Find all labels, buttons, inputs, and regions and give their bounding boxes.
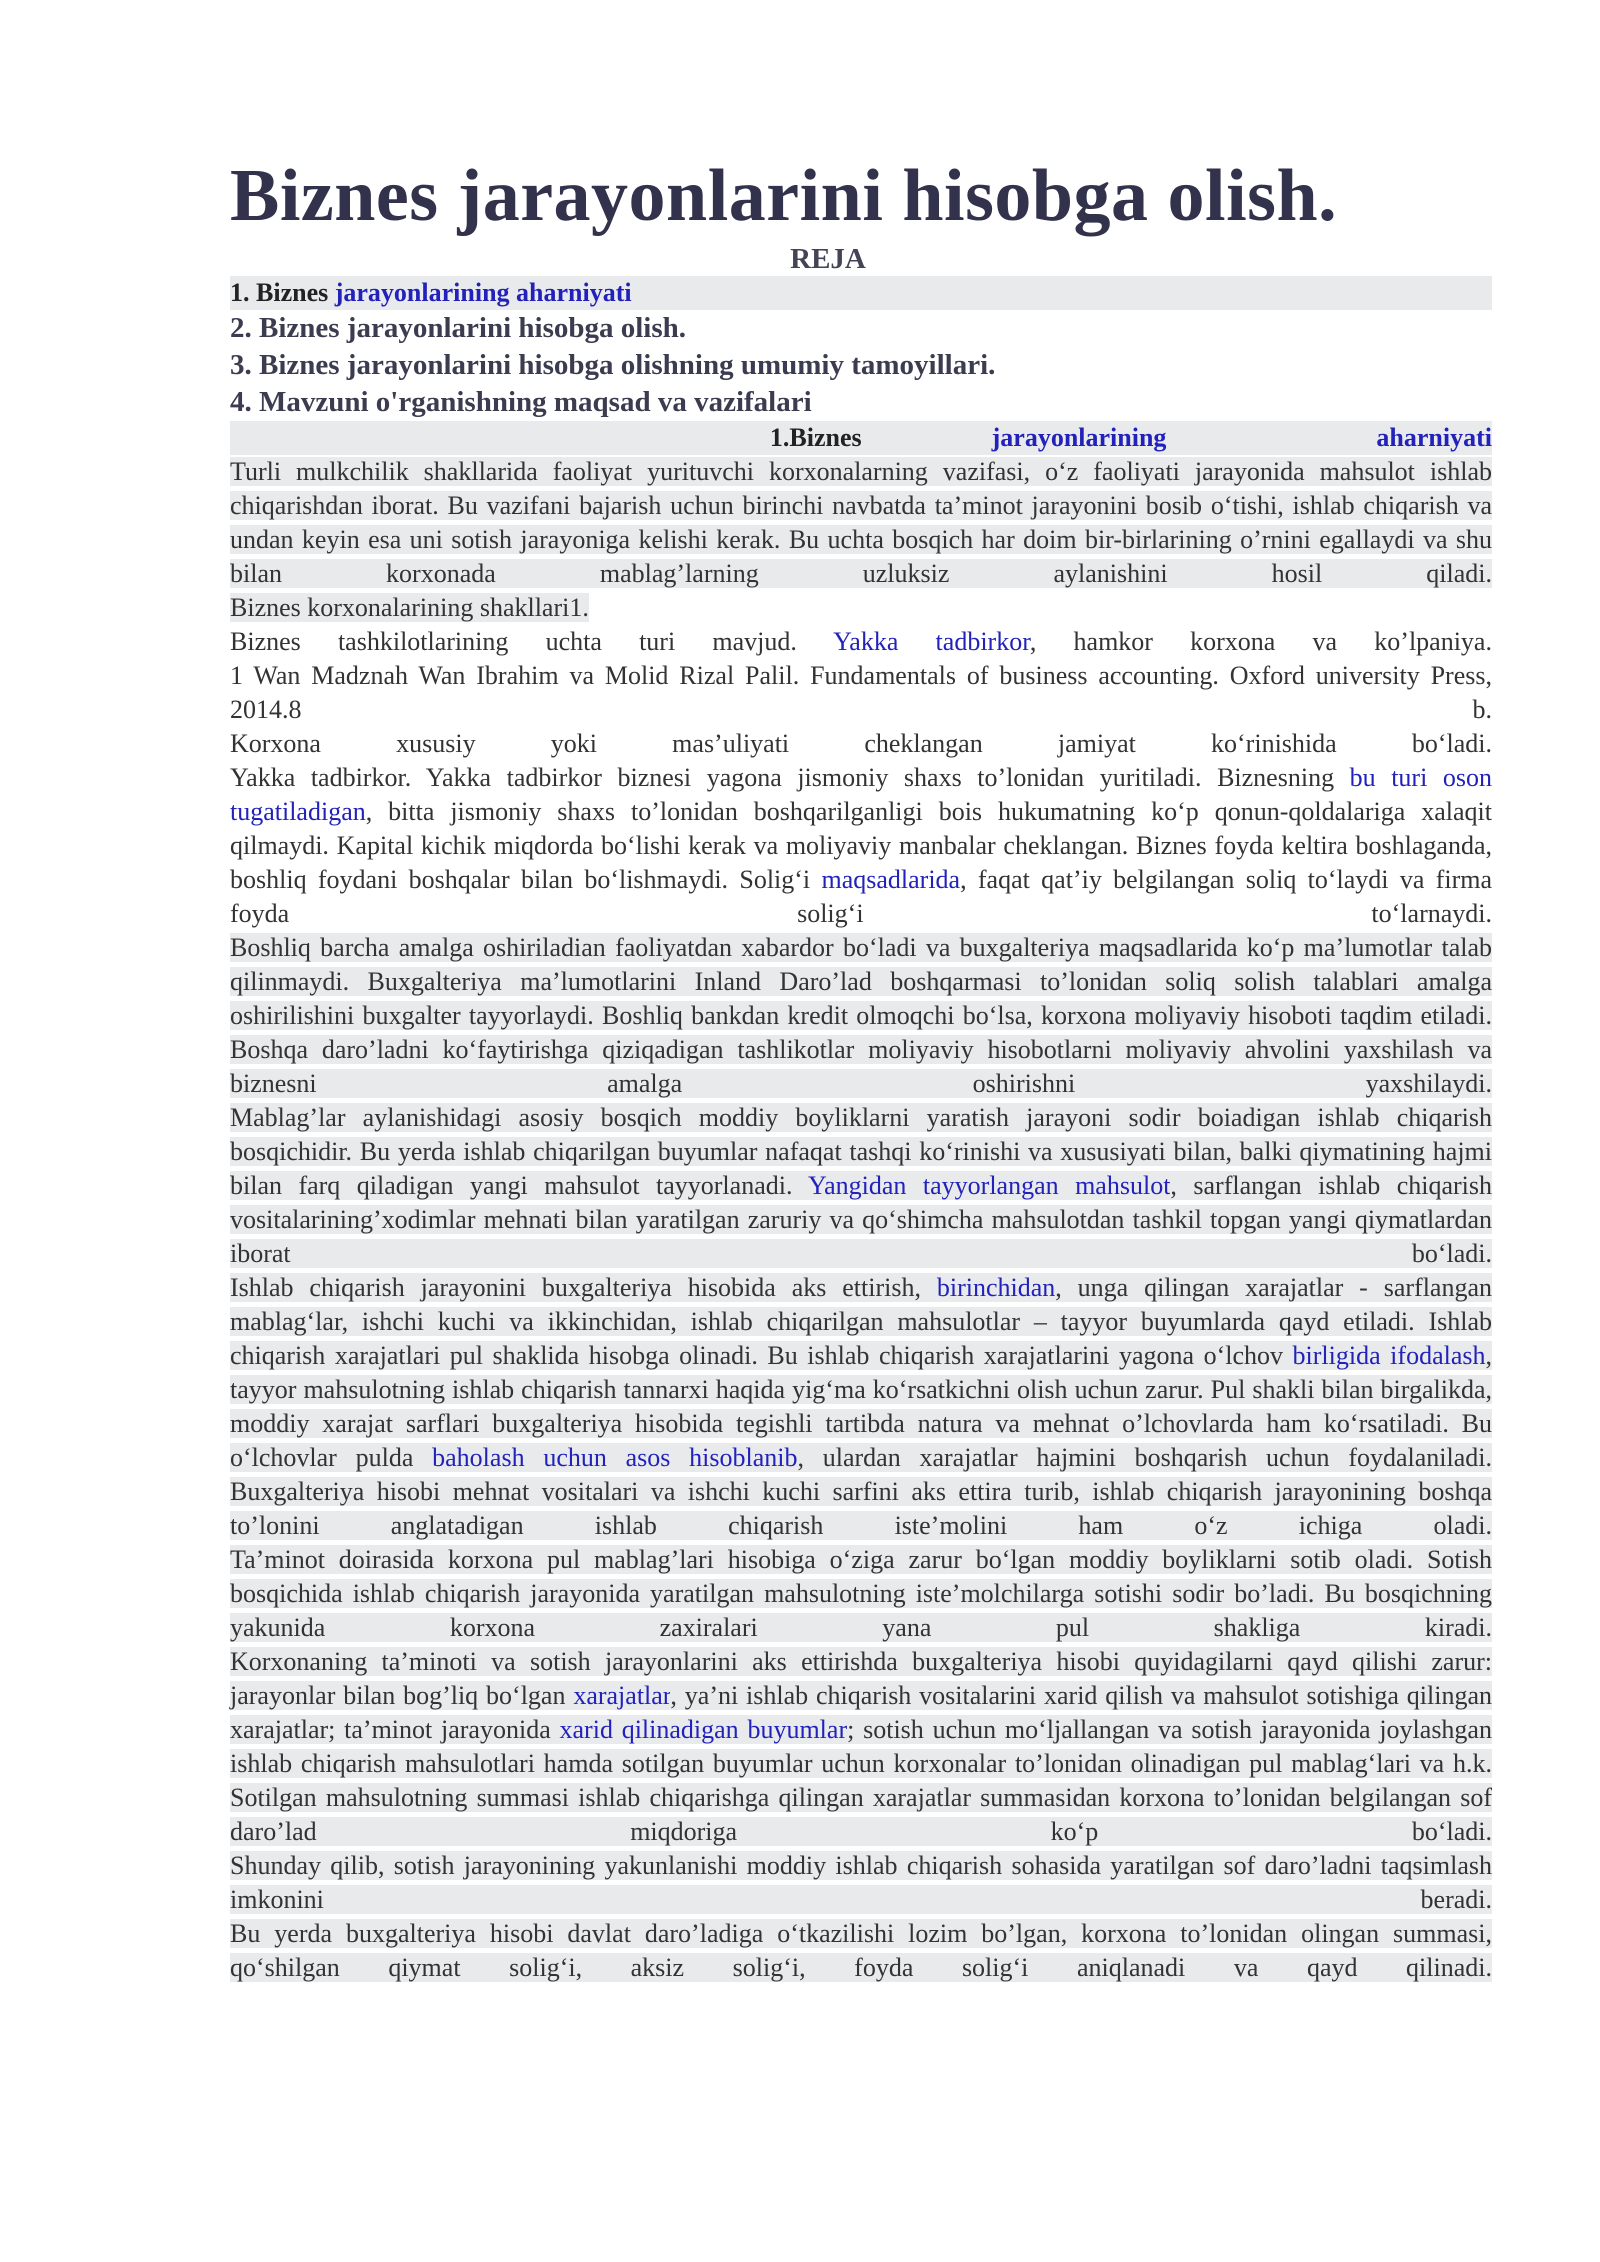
paragraph-6-text: Boshliq barcha amalga oshiriladian faoliyatdan xabardor bo‘ladi va buxgalteriya maqsadlarida ko‘p ma’lumotlar talab qilinmaydi. Buxgalteriya ma’lumotlarini Inland Daro’lad boshqarmasi to’lonidan soliq solish talablari amalga oshirilishini buxgalter tayyorlaydi. Boshliq bankdan kredit olmoqchi bo‘lsa, korxona moliyaviy hisoboti taqdim etiladi. Boshqa daro’ladni ko‘faytirishga qiziqadigan tashlikotlar moliyaviy hisobotlarni moliyaviy ahvolini yaxshilash va biznesni amalga oshirishni yaxshilaydi.: [230, 933, 1492, 1098]
paragraph-11: [230, 1781, 1492, 1849]
document-body: [230, 455, 1492, 1985]
paragraph-10-link-2[interactable]: xarid qilinadigan buyumlar: [559, 1715, 848, 1744]
paragraph-5-text-a: Yakka tadbirkor. Yakka tadbirkor biznesi yagona jismoniy shaxs to’lonidan yuritiladi. Biznesning: [230, 763, 1350, 792]
paragraph-8-text-b: , unga qilingan xarajatlar - sarflangan mablag‘lar, ishchi kuchi va ikkinchidan, ishlab chiqarilgan mahsulotlar – tayyor buyumlarda qayd etiladi. Ishlab chiqarish xarajatlari pul shaklida hisobga olinadi. Bu ishlab chiqarish xarajatlarini yagona o‘lchov: [230, 1273, 1492, 1370]
plan-item-3: 3. Biznes jarayonlarini hisobga olishning umumiy tamoyillari.: [230, 349, 996, 381]
section-1-heading-link-2[interactable]: aharniyati: [1376, 423, 1492, 452]
section-1-heading: [230, 421, 1492, 455]
section-1-heading-prefix: 1.Biznes: [769, 423, 862, 452]
paragraph-6: [230, 931, 1492, 1101]
paragraph-2-link[interactable]: Yakka tadbirkor: [833, 627, 1030, 656]
paragraph-10-link-1[interactable]: xarajatlar: [573, 1681, 671, 1710]
paragraph-9-text: Ta’minot doirasida korxona pul mablag’lari hisobiga o‘ziga zarur bo‘lgan moddiy boyliklarni sotib oladi. Sotish bosqichida ishlab chiqarish jarayonida yaratilgan mahsulotning iste’molchilarga sotishi sodir bo’ladi. Bu bosqichning yakunida korxona zaxiralari yana pul shakliga kiradi.: [230, 1545, 1492, 1642]
paragraph-7-text-a: Mablag’lar aylanishidagi asosiy bosqich moddiy boyliklarni yaratish jarayoni sodir boiadigan ishlab chiqarish bosqichidir. Bu yerda ishlab chiqarilgan buyumlar nafaqat tashqi ko‘rinishi va xususiyati bilan, balki qiymatining hajmi bilan farq qiladigan yangi mahsulot tayyorlanadi.: [230, 1103, 1492, 1200]
paragraph-13-text: Bu yerda buxgalteriya hisobi davlat daro’ladiga o‘tkazilishi lozim bo’lgan, korxona to’lonidan olingan summasi, qo‘shilgan qiymat solig‘i, aksiz solig‘i, foyda solig‘i aniqlanadi va qayd qilinadi.: [230, 1919, 1492, 1982]
paragraph-8-text-d: , ulardan xarajatlar hajmini boshqarish uchun foydalaniladi. Buxgalteriya hisobi mehnat vositalari va ishchi kuchi sarfini aks ettira turib, ishlab chiqarish jarayonining boshqa to’lonini anglatadigan ishlab chiqarish iste’molini ham o‘z ichiga oladi.: [230, 1443, 1492, 1540]
paragraph-5-text-c: , faqat qat’iy belgilangan soliq to‘laydi va firma foyda solig‘i to‘larnaydi.: [230, 865, 1492, 928]
paragraph-4-text: Korxona xususiy yoki mas’uliyati cheklangan jamiyat ko‘rinishida bo‘ladi.: [230, 729, 1492, 758]
document-title: Biznes jarayonlarini hisobga olish.: [230, 155, 1338, 237]
plan-item-4: 4. Mavzuni o'rganishning maqsad va vazifalari: [230, 386, 812, 418]
paragraph-2-text-b: , hamkor korxona va ko’lpaniya.: [1029, 627, 1492, 656]
paragraph-7-text-b: , sarflangan ishlab chiqarish vositalarining’xodimlar mehnati bilan yaratilgan zaruriy va qo‘shimcha mahsulotdan tashkil topgan yangi qiymatlardan iborat bo‘ladi.: [230, 1171, 1492, 1268]
paragraph-1-end: [230, 591, 1492, 625]
paragraph-10: [230, 1645, 1492, 1781]
paragraph-1: [230, 455, 1492, 591]
section-1-heading-link-1[interactable]: jarayonlarining: [991, 423, 1167, 452]
plan-item-1: [230, 276, 1492, 310]
paragraph-5-text-b: , bitta jismoniy shaxs to’lonidan boshqarilganligi bois hukumatning ko‘p qonun-qoldalariga xalaqit qilmaydi. Kapital kichik miqdorda bo‘lishi kerak va moliyaviy manbalar cheklangan. Biznes foyda keltira boshlaganda, boshliq foydani boshqalar bilan bo‘lishmaydi. Solig‘i: [230, 797, 1492, 894]
footnote-text: 1 Wan Madznah Wan Ibrahim va Molid Rizal Palil. Fundamentals of business accounting. Oxford university Press, 2014.8 b.: [230, 661, 1492, 724]
paragraph-8-link-1[interactable]: birinchidan: [936, 1273, 1056, 1302]
paragraph-10-text-c: ; sotish uchun mo‘ljallangan va sotish jarayonida joylashgan ishlab chiqarish mahsulotlari hamda sotilgan buyumlar uchun korxonalar to’lonidan olinadigan pul mablag‘lari va h.k.: [230, 1715, 1492, 1778]
paragraph-2-text-a: Biznes tashkilotlarining uchta turi mavjud.: [230, 627, 834, 656]
paragraph-9: [230, 1543, 1492, 1645]
paragraph-8: [230, 1271, 1492, 1543]
paragraph-12: [230, 1849, 1492, 1917]
paragraph-5: [230, 761, 1492, 931]
plan-list: [230, 276, 1492, 421]
footnote: [230, 659, 1492, 727]
paragraph-4: [230, 727, 1492, 761]
paragraph-7-link[interactable]: Yangidan tayyorlangan mahsulot: [807, 1171, 1171, 1200]
plan-heading: REJA: [790, 243, 866, 275]
paragraph-8-text-c: , tayyor mahsulotning ishlab chiqarish tannarxi haqida yig‘ma ko‘rsatkichni olish uchun zarur. Pul shakli bilan birgalikda, moddiy xarajat sarflari buxgalteriya hisobida tegishli tartibda natura va mehnat o’lchovlarda ham ko‘rsatiladi. Bu o‘lchovlar pulda: [230, 1341, 1492, 1472]
paragraph-8-text-a: Ishlab chiqarish jarayonini buxgalteriya hisobida aks ettirish,: [230, 1273, 937, 1302]
paragraph-2: [230, 625, 1492, 659]
plan-item-2: 2. Biznes jarayonlarini hisobga olish.: [230, 312, 687, 344]
paragraph-8-link-3[interactable]: baholash uchun asos hisoblanib: [432, 1443, 798, 1472]
paragraph-12-text: Shunday qilib, sotish jarayonining yakunlanishi moddiy ishlab chiqarish sohasida yaratilgan sof daro’ladni taqsimlash imkonini beradi.: [230, 1851, 1492, 1914]
paragraph-10-text-a: Korxonaning ta’minoti va sotish jarayonlarini aks ettirishda buxgalteriya hisobi quyidagilarni qayd qilishi zarur: jarayonlar bilan bog’liq bo‘lgan: [230, 1647, 1492, 1710]
paragraph-13: [230, 1917, 1492, 1985]
paragraph-1-end-text: Biznes korxonalarining shakllari1.: [230, 593, 589, 622]
plan-item-1-link[interactable]: jarayonlarining aharniyati: [334, 278, 632, 307]
plan-item-1-prefix: 1. Biznes: [230, 278, 335, 307]
paragraph-10-text-b: , ya’ni ishlab chiqarish vositalarini xarid qilish va mahsulot sotishiga qilingan xarajatlar; ta’minot jarayonida: [230, 1681, 1492, 1744]
document-page: [230, 150, 1492, 1985]
paragraph-5-link-2[interactable]: maqsadlarida: [821, 865, 961, 894]
paragraph-7: [230, 1101, 1492, 1271]
paragraph-1-text: Turli mulkchilik shakllarida faoliyat yurituvchi korxonalarning vazifasi, o‘z faoliyati jarayonida mahsulot ishlab chiqarishdan iborat. Bu vazifani bajarish uchun birinchi navbatda ta’minot jarayonini bosib o‘tishi, ishlab chiqarish va undan keyin esa uni sotish jarayoniga kelishi kerak. Bu uchta bosqich har doim bir-birlarining o’rnini egallaydi va shu bilan korxonada mablag’larning uzluksiz aylanishini hosil qiladi.: [230, 457, 1492, 588]
paragraph-5-link-1[interactable]: bu turi oson tugatiladigan: [230, 763, 1492, 826]
paragraph-11-text: Sotilgan mahsulotning summasi ishlab chiqarishga qilingan xarajatlar summasidan korxona to’lonidan belgilangan sof daro’lad miqdoriga ko‘p bo‘ladi.: [230, 1783, 1492, 1846]
paragraph-8-link-2[interactable]: birligida ifodalash: [1292, 1341, 1486, 1370]
